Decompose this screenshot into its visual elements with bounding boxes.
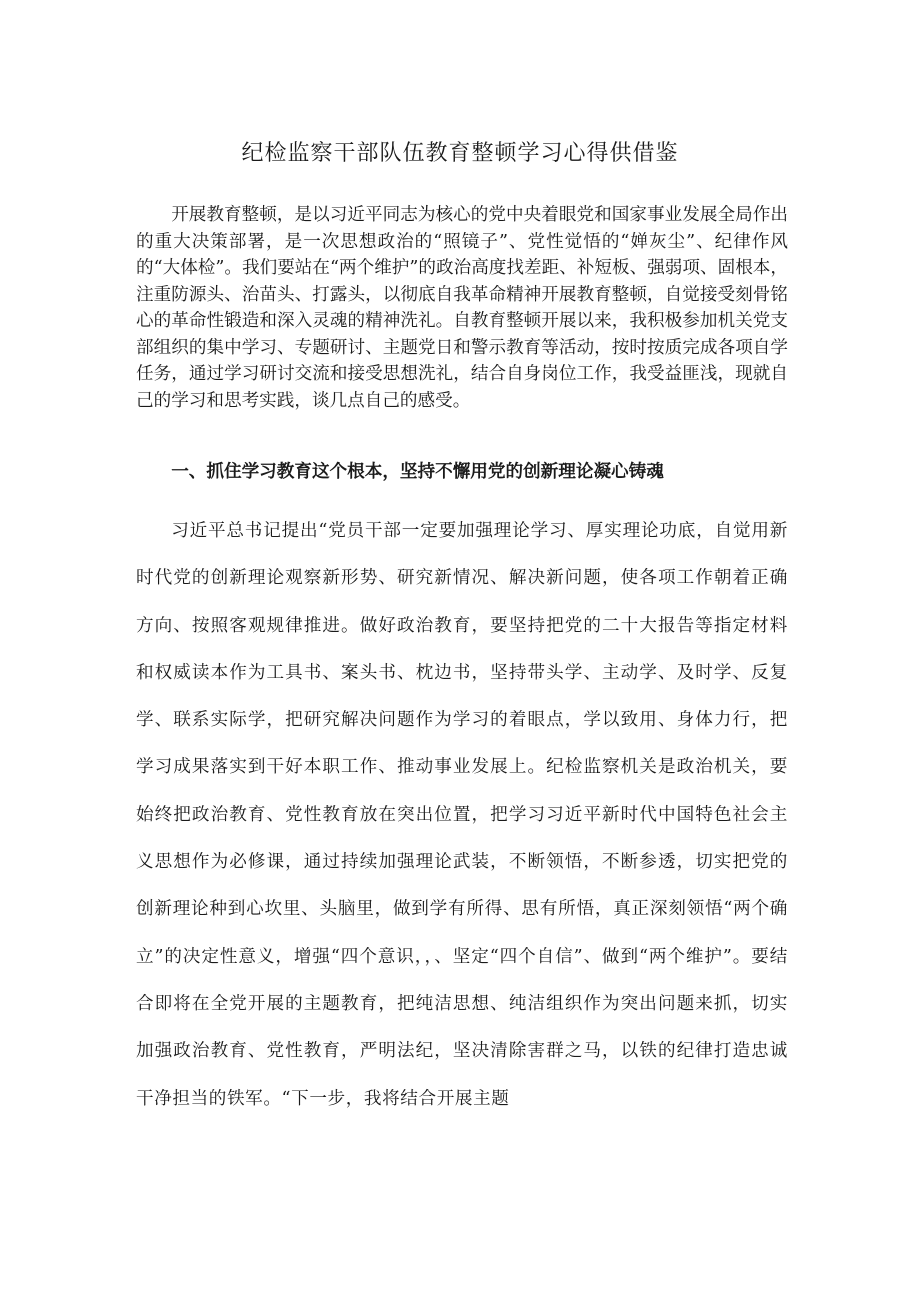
section-heading: 一、抓住学习教育这个根本，坚持不懈用党的创新理论凝心铸魂	[171, 461, 664, 482]
document-title: 纪检监察干部队伍教育整顿学习心得供借鉴	[241, 141, 679, 166]
section-paragraph: 习近平总书记提出“党员干部一定要加强理论学习、厚实理论功底，自觉用新时代党的创新理论观察新形势、研究新情况、解决新问题，使各项工作朝着正确方向、按照客观规律推进。做好政治教育，要坚持把党的二十大报告等指定材料和权威读本作为工具书、案头书、枕边书，坚持带头学、主动学、及时学、反复学、联系实际学，把研究解决问题作为学习的着眼点，学以致用、身体力行，把学习成果落实到干好本职工作、推动事业发展上。纪检监察机关是政治机关，要始终把政治教育、党性教育放在突出位置，把学习习近平新时代中国特色社会主义思想作为必修课，通过持续加强理论武装，不断领悟，不断参透，切实把党的创新理论种到心坎里、头脑里，做到学有所得、思有所悟，真正深刻领悟“两个确立”的决定性意义，增强“四个意识，，、坚定“四个自信”、做到“两个维护”。要结合即将在全党开展的主题教育，把纯洁思想、纯洁组织作为突出问题来抓，切实加强政治教育、党性教育，严明法纪，坚决清除害群之马，以铁的纪律打造忠诚干净担当的铁军。“下一步，我将结合开展主题	[136, 521, 788, 1109]
intro-paragraph: 开展教育整顿，是以习近平同志为核心的党中央着眼党和国家事业发展全局作出的重大决策部署，是一次思想政治的“照镜子”、党性觉悟的“婵灰尘”、纪律作风的“大体检”。我们要站在“两个维护”的政治高度找差距、补短板、强弱项、固根本，注重防源头、治苗头、打露头，以彻底自我革命精神开展教育整顿，自觉接受刻骨铭心的革命性锻造和深入灵魂的精神洗礼。自教育整顿开展以来，我积极参加机关党支部组织的集中学习、专题研讨、主题党日和警示教育等活动，按时按质完成各项自学任务，通过学习研讨交流和接受思想洗礼，结合自身岗位工作，我受益匪浅，现就自己的学习和思考实践，谈几点自己的感受。	[136, 205, 788, 411]
